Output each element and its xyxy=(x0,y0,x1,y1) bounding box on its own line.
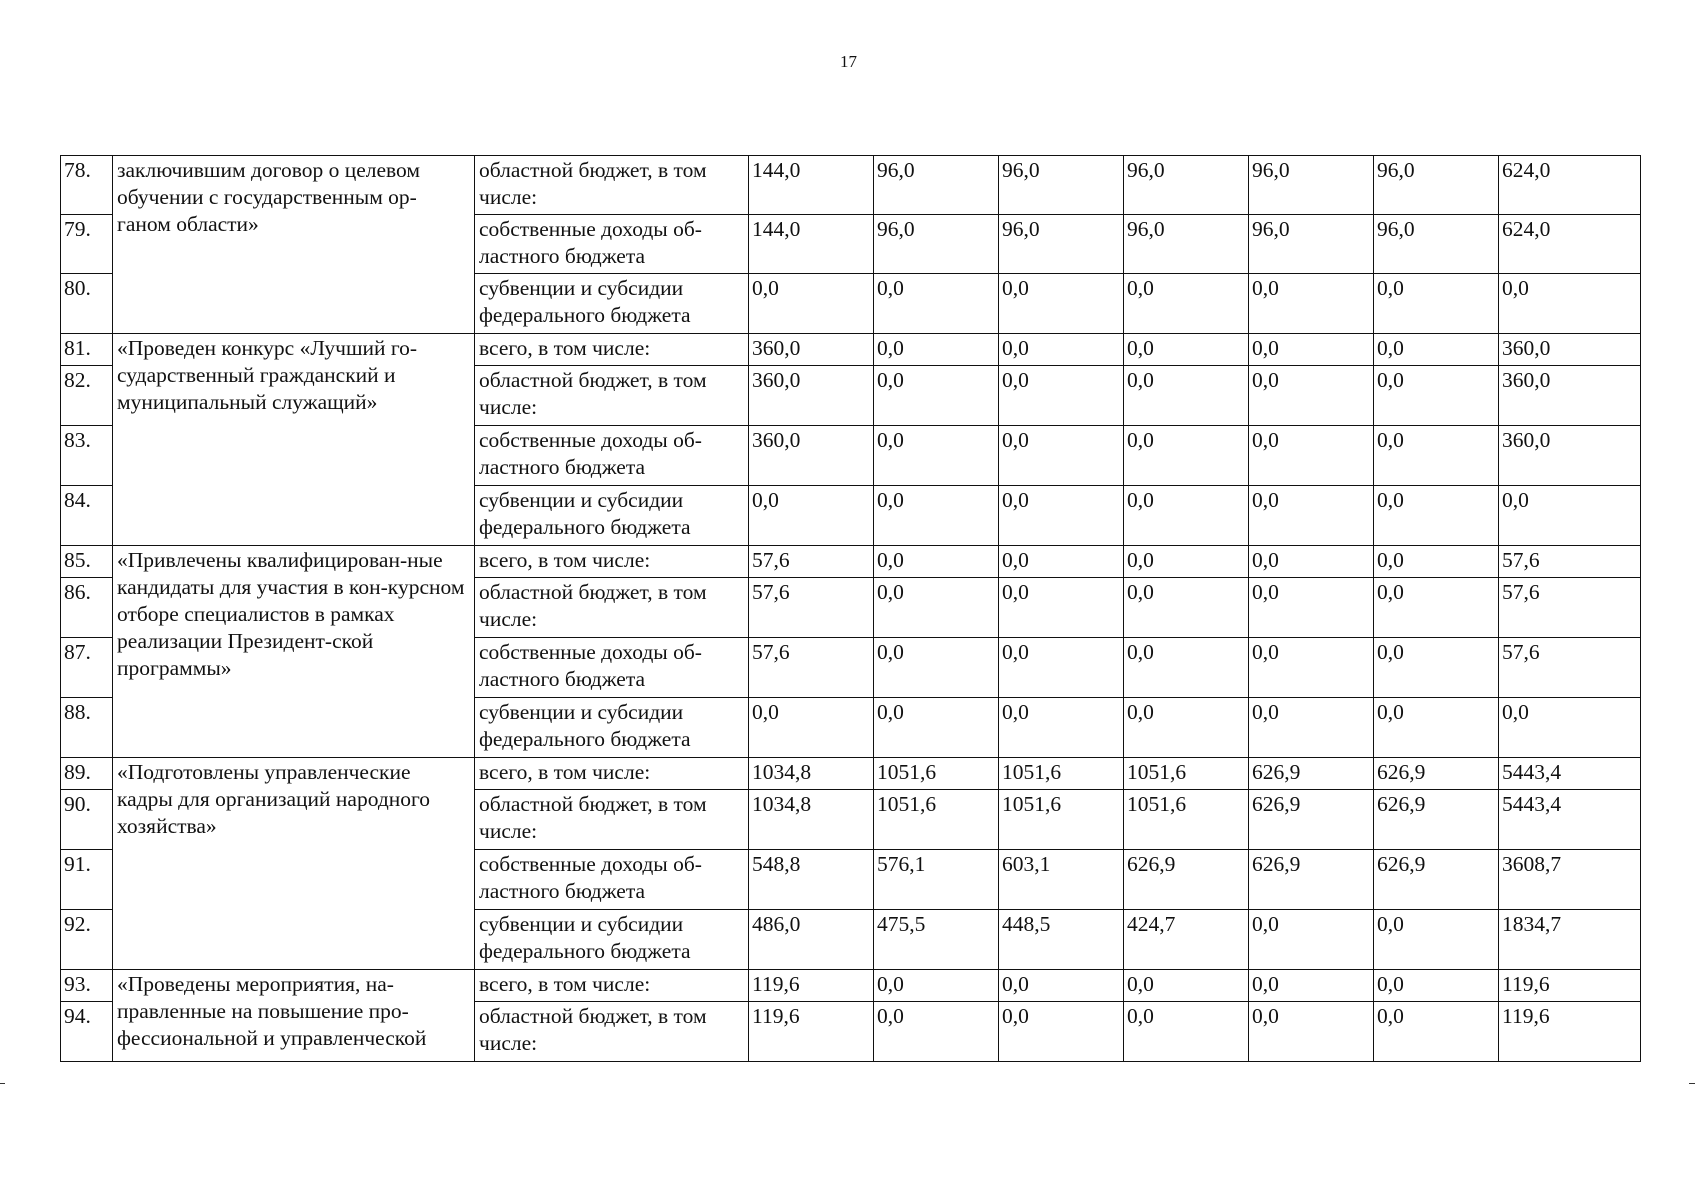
year-value-cell: 0,0 xyxy=(1249,486,1374,546)
total-value-cell: 57,6 xyxy=(1499,578,1641,638)
year-value-cell: 0,0 xyxy=(999,274,1124,334)
year-value-cell: 1051,6 xyxy=(874,758,999,790)
table-row xyxy=(61,970,1641,1002)
year-value-cell: 0,0 xyxy=(874,334,999,366)
row-number-cell: 90. xyxy=(61,790,113,850)
year-value-cell: 0,0 xyxy=(1374,546,1499,578)
activity-description-cell: заключившим договор о целевом обучении с государственным ор-ганом области» xyxy=(113,156,475,334)
funding-source-cell: собственные доходы об-ластного бюджета xyxy=(475,850,749,910)
year-value-cell: 119,6 xyxy=(749,1002,874,1062)
year-value-cell: 448,5 xyxy=(999,910,1124,970)
year-value-cell: 96,0 xyxy=(874,215,999,274)
year-value-cell: 0,0 xyxy=(1124,698,1249,758)
left-margin-mark xyxy=(0,1083,5,1084)
year-value-cell: 96,0 xyxy=(1374,156,1499,215)
total-value-cell: 3608,7 xyxy=(1499,850,1641,910)
year-value-cell: 0,0 xyxy=(999,426,1124,486)
funding-source-cell: всего, в том числе: xyxy=(475,758,749,790)
year-value-cell: 0,0 xyxy=(999,486,1124,546)
year-value-cell: 119,6 xyxy=(749,970,874,1002)
year-value-cell: 626,9 xyxy=(1124,850,1249,910)
year-value-cell: 0,0 xyxy=(999,546,1124,578)
row-number-cell: 88. xyxy=(61,698,113,758)
year-value-cell: 0,0 xyxy=(874,274,999,334)
year-value-cell: 0,0 xyxy=(1249,546,1374,578)
budget-table xyxy=(60,155,1641,1062)
budget-table-body xyxy=(61,156,1641,1062)
year-value-cell: 0,0 xyxy=(1249,578,1374,638)
total-value-cell: 0,0 xyxy=(1499,698,1641,758)
total-value-cell: 119,6 xyxy=(1499,1002,1641,1062)
row-number-cell: 80. xyxy=(61,274,113,334)
year-value-cell: 360,0 xyxy=(749,366,874,426)
row-number-cell: 81. xyxy=(61,334,113,366)
year-value-cell: 96,0 xyxy=(1249,156,1374,215)
right-margin-mark xyxy=(1689,1083,1695,1084)
year-value-cell: 57,6 xyxy=(749,638,874,698)
year-value-cell: 0,0 xyxy=(1374,910,1499,970)
year-value-cell: 0,0 xyxy=(1249,698,1374,758)
funding-source-cell: областной бюджет, в том числе: xyxy=(475,578,749,638)
year-value-cell: 626,9 xyxy=(1374,850,1499,910)
total-value-cell: 624,0 xyxy=(1499,156,1641,215)
year-value-cell: 0,0 xyxy=(1124,970,1249,1002)
year-value-cell: 626,9 xyxy=(1374,790,1499,850)
year-value-cell: 0,0 xyxy=(1374,698,1499,758)
total-value-cell: 57,6 xyxy=(1499,546,1641,578)
year-value-cell: 0,0 xyxy=(1249,274,1374,334)
year-value-cell: 576,1 xyxy=(874,850,999,910)
page-number: 17 xyxy=(840,52,857,71)
year-value-cell: 0,0 xyxy=(1124,638,1249,698)
year-value-cell: 0,0 xyxy=(874,486,999,546)
year-value-cell: 360,0 xyxy=(749,334,874,366)
year-value-cell: 1051,6 xyxy=(999,758,1124,790)
year-value-cell: 96,0 xyxy=(999,156,1124,215)
funding-source-cell: областной бюджет, в том числе: xyxy=(475,366,749,426)
funding-source-cell: областной бюджет, в том числе: xyxy=(475,790,749,850)
year-value-cell: 0,0 xyxy=(1124,578,1249,638)
funding-source-cell: областной бюджет, в том числе: xyxy=(475,156,749,215)
year-value-cell: 0,0 xyxy=(999,970,1124,1002)
year-value-cell: 0,0 xyxy=(874,970,999,1002)
funding-source-cell: субвенции и субсидии федерального бюджета xyxy=(475,486,749,546)
year-value-cell: 603,1 xyxy=(999,850,1124,910)
year-value-cell: 0,0 xyxy=(874,638,999,698)
funding-source-cell: субвенции и субсидии федерального бюджета xyxy=(475,910,749,970)
row-number-cell: 92. xyxy=(61,910,113,970)
year-value-cell: 0,0 xyxy=(1374,578,1499,638)
year-value-cell: 626,9 xyxy=(1249,758,1374,790)
year-value-cell: 1034,8 xyxy=(749,758,874,790)
year-value-cell: 96,0 xyxy=(1249,215,1374,274)
funding-source-cell: всего, в том числе: xyxy=(475,334,749,366)
funding-source-cell: собственные доходы об-ластного бюджета xyxy=(475,426,749,486)
row-number-cell: 83. xyxy=(61,426,113,486)
year-value-cell: 0,0 xyxy=(1374,366,1499,426)
year-value-cell: 0,0 xyxy=(1249,426,1374,486)
funding-source-cell: всего, в том числе: xyxy=(475,546,749,578)
row-number-cell: 89. xyxy=(61,758,113,790)
year-value-cell: 0,0 xyxy=(1124,1002,1249,1062)
year-value-cell: 96,0 xyxy=(1374,215,1499,274)
year-value-cell: 0,0 xyxy=(999,366,1124,426)
year-value-cell: 0,0 xyxy=(1374,638,1499,698)
row-number-cell: 84. xyxy=(61,486,113,546)
year-value-cell: 96,0 xyxy=(999,215,1124,274)
year-value-cell: 0,0 xyxy=(999,334,1124,366)
activity-description-cell: «Проведен конкурс «Лучший го-сударственный гражданский и муниципальный служащий» xyxy=(113,334,475,546)
year-value-cell: 0,0 xyxy=(999,698,1124,758)
year-value-cell: 144,0 xyxy=(749,215,874,274)
total-value-cell: 360,0 xyxy=(1499,334,1641,366)
year-value-cell: 1051,6 xyxy=(999,790,1124,850)
year-value-cell: 0,0 xyxy=(874,426,999,486)
funding-source-cell: собственные доходы об-ластного бюджета xyxy=(475,215,749,274)
year-value-cell: 626,9 xyxy=(1374,758,1499,790)
year-value-cell: 96,0 xyxy=(874,156,999,215)
year-value-cell: 0,0 xyxy=(1124,546,1249,578)
funding-source-cell: собственные доходы об-ластного бюджета xyxy=(475,638,749,698)
year-value-cell: 0,0 xyxy=(1124,366,1249,426)
total-value-cell: 0,0 xyxy=(1499,486,1641,546)
year-value-cell: 0,0 xyxy=(999,1002,1124,1062)
year-value-cell: 0,0 xyxy=(1249,970,1374,1002)
year-value-cell: 0,0 xyxy=(999,578,1124,638)
row-number-cell: 94. xyxy=(61,1002,113,1062)
total-value-cell: 360,0 xyxy=(1499,366,1641,426)
funding-source-cell: всего, в том числе: xyxy=(475,970,749,1002)
total-value-cell: 1834,7 xyxy=(1499,910,1641,970)
year-value-cell: 0,0 xyxy=(1249,366,1374,426)
total-value-cell: 360,0 xyxy=(1499,426,1641,486)
activity-description-cell: «Подготовлены управленческие кадры для организаций народного хозяйства» xyxy=(113,758,475,970)
row-number-cell: 86. xyxy=(61,578,113,638)
year-value-cell: 0,0 xyxy=(999,638,1124,698)
funding-source-cell: субвенции и субсидии федерального бюджета xyxy=(475,698,749,758)
year-value-cell: 626,9 xyxy=(1249,850,1374,910)
year-value-cell: 144,0 xyxy=(749,156,874,215)
year-value-cell: 0,0 xyxy=(874,546,999,578)
table-row xyxy=(61,334,1641,366)
total-value-cell: 57,6 xyxy=(1499,638,1641,698)
year-value-cell: 0,0 xyxy=(1374,1002,1499,1062)
year-value-cell: 96,0 xyxy=(1124,156,1249,215)
row-number-cell: 82. xyxy=(61,366,113,426)
total-value-cell: 0,0 xyxy=(1499,274,1641,334)
total-value-cell: 624,0 xyxy=(1499,215,1641,274)
year-value-cell: 0,0 xyxy=(1374,970,1499,1002)
year-value-cell: 424,7 xyxy=(1124,910,1249,970)
year-value-cell: 0,0 xyxy=(874,1002,999,1062)
row-number-cell: 93. xyxy=(61,970,113,1002)
year-value-cell: 0,0 xyxy=(1124,274,1249,334)
year-value-cell: 1051,6 xyxy=(1124,758,1249,790)
year-value-cell: 0,0 xyxy=(874,698,999,758)
row-number-cell: 79. xyxy=(61,215,113,274)
year-value-cell: 626,9 xyxy=(1249,790,1374,850)
year-value-cell: 0,0 xyxy=(749,698,874,758)
activity-description-cell: «Привлечены квалифицирован-ные кандидаты для участия в кон-курсном отборе специалистов в рамках реализации Президент-ской программы» xyxy=(113,546,475,758)
year-value-cell: 57,6 xyxy=(749,578,874,638)
total-value-cell: 5443,4 xyxy=(1499,758,1641,790)
year-value-cell: 0,0 xyxy=(1249,910,1374,970)
year-value-cell: 0,0 xyxy=(1374,486,1499,546)
year-value-cell: 0,0 xyxy=(874,366,999,426)
row-number-cell: 91. xyxy=(61,850,113,910)
year-value-cell: 475,5 xyxy=(874,910,999,970)
year-value-cell: 0,0 xyxy=(1124,486,1249,546)
year-value-cell: 0,0 xyxy=(1249,638,1374,698)
year-value-cell: 360,0 xyxy=(749,426,874,486)
row-number-cell: 85. xyxy=(61,546,113,578)
year-value-cell: 0,0 xyxy=(1124,334,1249,366)
funding-source-cell: субвенции и субсидии федерального бюджета xyxy=(475,274,749,334)
year-value-cell: 486,0 xyxy=(749,910,874,970)
year-value-cell: 57,6 xyxy=(749,546,874,578)
year-value-cell: 0,0 xyxy=(1374,426,1499,486)
total-value-cell: 5443,4 xyxy=(1499,790,1641,850)
table-row xyxy=(61,758,1641,790)
activity-description-cell: «Проведены мероприятия, на-правленные на повышение про-фессиональной и управленческой xyxy=(113,970,475,1062)
year-value-cell: 0,0 xyxy=(1249,334,1374,366)
year-value-cell: 1034,8 xyxy=(749,790,874,850)
year-value-cell: 548,8 xyxy=(749,850,874,910)
year-value-cell: 0,0 xyxy=(749,274,874,334)
year-value-cell: 0,0 xyxy=(1374,274,1499,334)
year-value-cell: 0,0 xyxy=(874,578,999,638)
year-value-cell: 1051,6 xyxy=(1124,790,1249,850)
year-value-cell: 96,0 xyxy=(1124,215,1249,274)
funding-source-cell: областной бюджет, в том числе: xyxy=(475,1002,749,1062)
year-value-cell: 0,0 xyxy=(1249,1002,1374,1062)
budget-table-wrapper xyxy=(60,155,1641,1062)
year-value-cell: 0,0 xyxy=(1124,426,1249,486)
row-number-cell: 87. xyxy=(61,638,113,698)
year-value-cell: 0,0 xyxy=(1374,334,1499,366)
total-value-cell: 119,6 xyxy=(1499,970,1641,1002)
table-row xyxy=(61,156,1641,215)
year-value-cell: 1051,6 xyxy=(874,790,999,850)
year-value-cell: 0,0 xyxy=(749,486,874,546)
table-row xyxy=(61,546,1641,578)
row-number-cell: 78. xyxy=(61,156,113,215)
